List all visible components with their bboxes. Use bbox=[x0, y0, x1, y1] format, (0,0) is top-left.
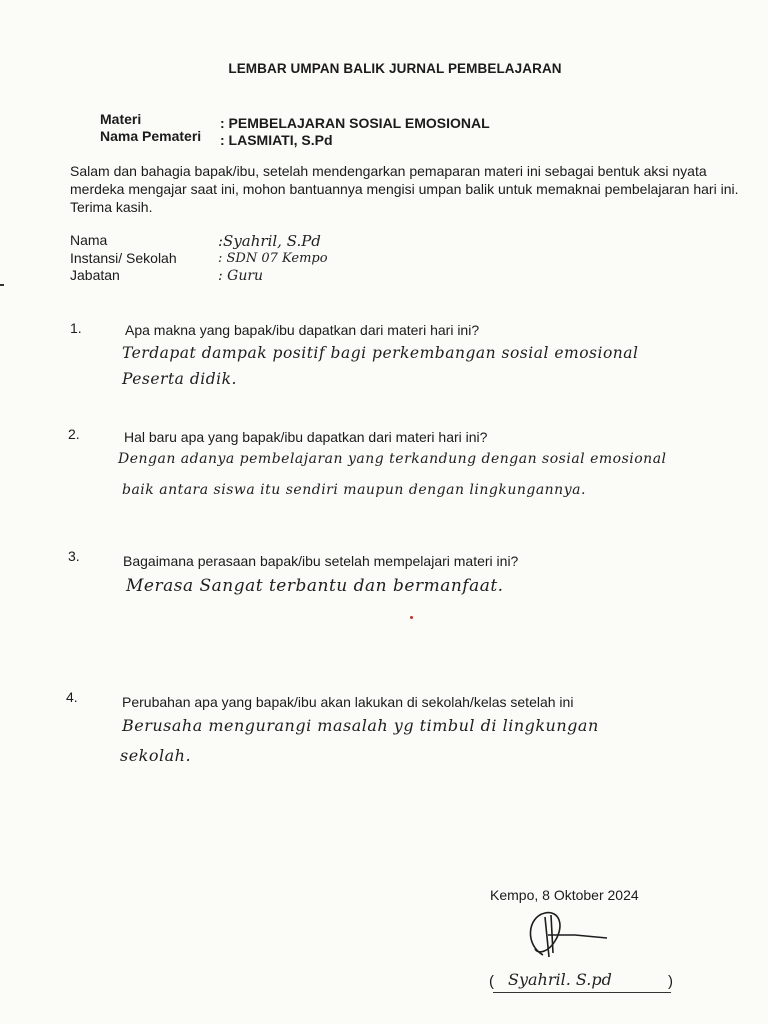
instansi-label: Instansi/ Sekolah bbox=[70, 250, 177, 266]
question-number: 4. bbox=[66, 689, 78, 705]
nama-value: :Syahril, S.Pd bbox=[218, 232, 321, 250]
signature-open-paren: ( bbox=[489, 973, 494, 990]
intro-paragraph: Salam dan bahagia bapak/ibu, setelah mendengarkan pemaparan materi ini sebagai bentuk aksi nyata merdeka mengajar saat ini, mohon bantuannya mengisi umpan balik untuk memaknai pembelajaran hari ini. Terima kasih. bbox=[70, 163, 739, 215]
pemateri-value: : LASMIATI, S.Pd bbox=[220, 132, 333, 148]
question-text: Apa makna yang bapak/ibu dapatkan dari materi hari ini? bbox=[125, 322, 480, 338]
question-number: 1. bbox=[70, 320, 82, 336]
answer-line: baik antara siswa itu sendiri maupun dengan lingkungannya. bbox=[122, 482, 586, 498]
signature-name: Syahril. S.pd bbox=[508, 970, 612, 989]
answer-line: Peserta didik. bbox=[122, 370, 237, 388]
question-text: Bagaimana perasaan bapak/ibu setelah mempelajari materi ini? bbox=[123, 553, 519, 569]
question-text: Perubahan apa yang bapak/ibu akan lakukan di sekolah/kelas setelah ini bbox=[122, 694, 574, 710]
materi-label: Materi bbox=[100, 111, 142, 127]
answer-line: Merasa Sangat terbantu dan bermanfaat. bbox=[126, 576, 504, 596]
signature-close-paren: ) bbox=[668, 973, 673, 990]
question-number: 2. bbox=[68, 426, 80, 442]
answer-line: Berusaha mengurangi masalah yg timbul di lingkungan bbox=[122, 716, 599, 735]
jabatan-value: : Guru bbox=[218, 268, 264, 284]
question-number: 3. bbox=[68, 548, 80, 564]
ink-dot bbox=[410, 616, 413, 619]
instansi-value: : SDN 07 Kempo bbox=[218, 251, 328, 266]
jabatan-label: Jabatan bbox=[70, 267, 120, 283]
answer-line: Dengan adanya pembelajaran yang terkandung dengan sosial emosional bbox=[118, 451, 667, 467]
pemateri-label: Nama Pemateri bbox=[100, 128, 202, 144]
answer-line: sekolah. bbox=[120, 746, 192, 765]
nama-label: Nama bbox=[70, 232, 108, 248]
signature-underline bbox=[493, 992, 671, 993]
margin-mark bbox=[0, 284, 4, 286]
question-text: Hal baru apa yang bapak/ibu dapatkan dari materi hari ini? bbox=[124, 429, 488, 445]
answer-line: Terdapat dampak positif bagi perkembangan sosial emosional bbox=[122, 344, 639, 362]
signature-mark bbox=[515, 905, 615, 965]
page-title: LEMBAR UMPAN BALIK JURNAL PEMBELAJARAN bbox=[228, 61, 562, 76]
signing-date: Kempo, 8 Oktober 2024 bbox=[490, 887, 639, 903]
materi-value: : PEMBELAJARAN SOSIAL EMOSIONAL bbox=[220, 115, 490, 131]
